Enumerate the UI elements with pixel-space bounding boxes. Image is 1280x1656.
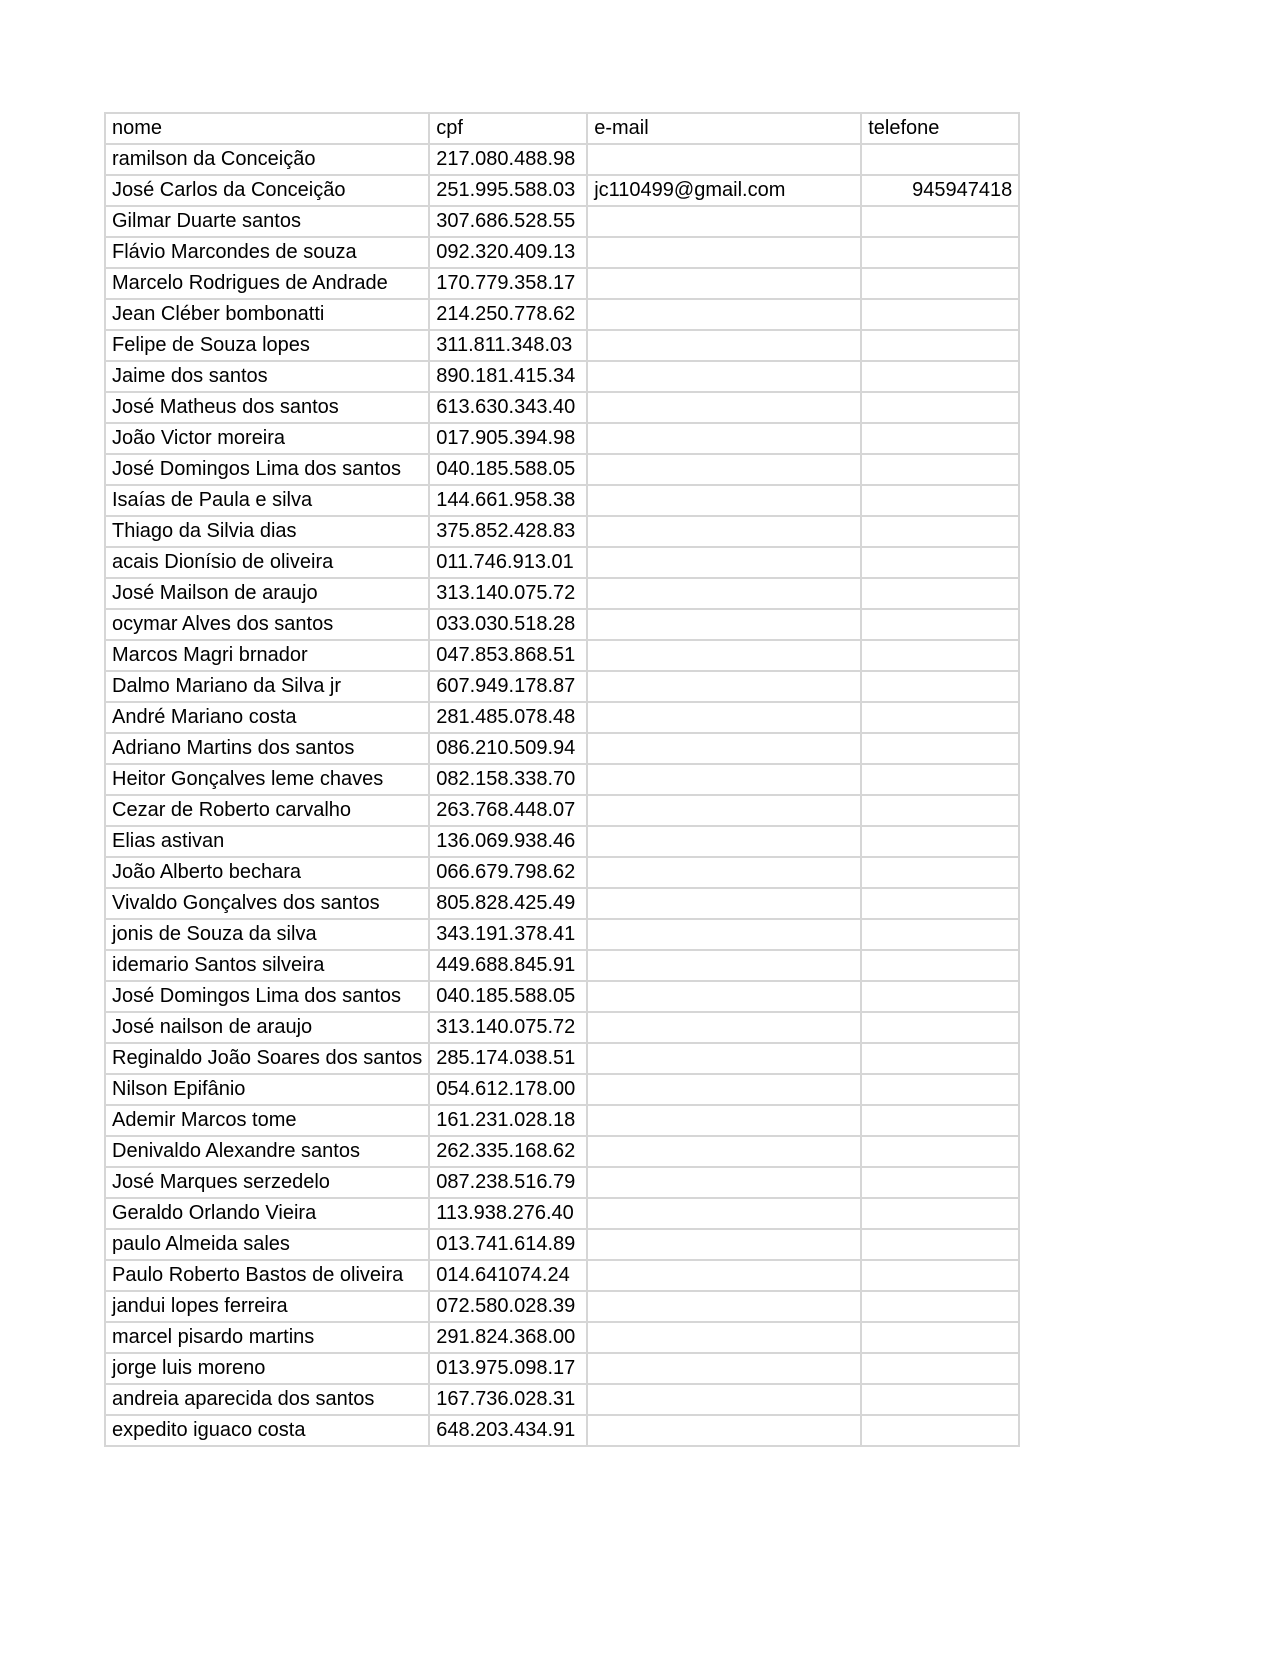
cell-email <box>587 609 861 640</box>
cell-email <box>587 888 861 919</box>
cell-nome: José Mailson de araujo <box>105 578 429 609</box>
cell-email <box>587 919 861 950</box>
table-row <box>105 578 1019 609</box>
cell-cpf: 033.030.518.28 <box>429 609 587 640</box>
table-row <box>105 950 1019 981</box>
cell-email <box>587 361 861 392</box>
table-row <box>105 1198 1019 1229</box>
cell-nome: Marcelo Rodrigues de Andrade <box>105 268 429 299</box>
table-row <box>105 1229 1019 1260</box>
cell-cpf: 281.485.078.48 <box>429 702 587 733</box>
table-row <box>105 1012 1019 1043</box>
cell-telefone <box>861 1322 1019 1353</box>
cell-telefone <box>861 144 1019 175</box>
table-row <box>105 1105 1019 1136</box>
table-row <box>105 888 1019 919</box>
table-row <box>105 423 1019 454</box>
cell-email <box>587 392 861 423</box>
cell-telefone <box>861 423 1019 454</box>
table-row <box>105 1167 1019 1198</box>
cell-telefone <box>861 1167 1019 1198</box>
cell-email <box>587 1322 861 1353</box>
cell-email <box>587 1198 861 1229</box>
cell-nome: Flávio Marcondes de souza <box>105 237 429 268</box>
cell-email <box>587 1012 861 1043</box>
cell-telefone <box>861 609 1019 640</box>
cell-cpf: 613.630.343.40 <box>429 392 587 423</box>
table-row <box>105 1043 1019 1074</box>
cell-cpf: 066.679.798.62 <box>429 857 587 888</box>
cell-telefone <box>861 299 1019 330</box>
cell-nome: Thiago da Silvia dias <box>105 516 429 547</box>
table-row <box>105 1260 1019 1291</box>
cell-email <box>587 1167 861 1198</box>
cell-email <box>587 237 861 268</box>
cell-telefone <box>861 795 1019 826</box>
cell-nome: José Domingos Lima dos santos <box>105 981 429 1012</box>
table-row <box>105 1322 1019 1353</box>
cell-nome: paulo Almeida sales <box>105 1229 429 1260</box>
table-row <box>105 826 1019 857</box>
table-row <box>105 361 1019 392</box>
cell-email <box>587 485 861 516</box>
cell-nome: Adriano Martins dos santos <box>105 733 429 764</box>
cell-cpf: 047.853.868.51 <box>429 640 587 671</box>
cell-email <box>587 578 861 609</box>
cell-telefone <box>861 1353 1019 1384</box>
cell-cpf: 170.779.358.17 <box>429 268 587 299</box>
cell-email <box>587 857 861 888</box>
cell-cpf: 343.191.378.41 <box>429 919 587 950</box>
table-row <box>105 640 1019 671</box>
header-nome: nome <box>105 113 429 144</box>
cell-email <box>587 144 861 175</box>
cell-cpf: 285.174.038.51 <box>429 1043 587 1074</box>
cell-email <box>587 299 861 330</box>
table-row <box>105 733 1019 764</box>
cell-cpf: 144.661.958.38 <box>429 485 587 516</box>
table-row <box>105 1074 1019 1105</box>
cell-email <box>587 1229 861 1260</box>
cell-email <box>587 547 861 578</box>
cell-nome: ocymar Alves dos santos <box>105 609 429 640</box>
cell-cpf: 136.069.938.46 <box>429 826 587 857</box>
cell-cpf: 311.811.348.03 <box>429 330 587 361</box>
cell-email <box>587 206 861 237</box>
table-row <box>105 206 1019 237</box>
cell-cpf: 890.181.415.34 <box>429 361 587 392</box>
cell-cpf: 017.905.394.98 <box>429 423 587 454</box>
cell-cpf: 313.140.075.72 <box>429 578 587 609</box>
cell-email <box>587 795 861 826</box>
cell-nome: Elias astivan <box>105 826 429 857</box>
cell-nome: Isaías de Paula e silva <box>105 485 429 516</box>
cell-email <box>587 950 861 981</box>
cell-nome: Paulo Roberto Bastos de oliveira <box>105 1260 429 1291</box>
cell-telefone <box>861 485 1019 516</box>
table-row <box>105 671 1019 702</box>
table-row <box>105 268 1019 299</box>
cell-telefone <box>861 1136 1019 1167</box>
cell-cpf: 217.080.488.98 <box>429 144 587 175</box>
cell-cpf: 014.641074.24 <box>429 1260 587 1291</box>
cell-telefone <box>861 671 1019 702</box>
cell-cpf: 013.975.098.17 <box>429 1353 587 1384</box>
cell-cpf: 262.335.168.62 <box>429 1136 587 1167</box>
cell-cpf: 013.741.614.89 <box>429 1229 587 1260</box>
cell-email <box>587 423 861 454</box>
cell-telefone <box>861 640 1019 671</box>
cell-nome: Nilson Epifânio <box>105 1074 429 1105</box>
cell-telefone <box>861 392 1019 423</box>
cell-telefone: 945947418 <box>861 175 1019 206</box>
cell-nome: Gilmar Duarte santos <box>105 206 429 237</box>
cell-nome: João Alberto bechara <box>105 857 429 888</box>
table-row <box>105 392 1019 423</box>
cell-telefone <box>861 826 1019 857</box>
cell-nome: Dalmo Mariano da Silva jr <box>105 671 429 702</box>
header-cpf: cpf <box>429 113 587 144</box>
cell-email <box>587 671 861 702</box>
cell-nome: João Victor moreira <box>105 423 429 454</box>
cell-telefone <box>861 733 1019 764</box>
cell-telefone <box>861 547 1019 578</box>
cell-nome: José Domingos Lima dos santos <box>105 454 429 485</box>
cell-telefone <box>861 1105 1019 1136</box>
cell-email <box>587 733 861 764</box>
table-row <box>105 857 1019 888</box>
table-row <box>105 299 1019 330</box>
cell-email <box>587 1415 861 1446</box>
cell-telefone <box>861 919 1019 950</box>
header-telefone: telefone <box>861 113 1019 144</box>
table-row <box>105 547 1019 578</box>
cell-cpf: 072.580.028.39 <box>429 1291 587 1322</box>
table-row <box>105 1384 1019 1415</box>
cell-email <box>587 1136 861 1167</box>
cell-telefone <box>861 981 1019 1012</box>
cell-cpf: 805.828.425.49 <box>429 888 587 919</box>
cell-email <box>587 268 861 299</box>
cell-telefone <box>861 1415 1019 1446</box>
cell-email <box>587 1105 861 1136</box>
table-row <box>105 1353 1019 1384</box>
cell-telefone <box>861 888 1019 919</box>
cell-nome: José Carlos da Conceição <box>105 175 429 206</box>
cell-cpf: 375.852.428.83 <box>429 516 587 547</box>
cell-email <box>587 454 861 485</box>
cell-telefone <box>861 361 1019 392</box>
cell-cpf: 092.320.409.13 <box>429 237 587 268</box>
cell-nome: expedito iguaco costa <box>105 1415 429 1446</box>
cell-cpf: 086.210.509.94 <box>429 733 587 764</box>
cell-nome: Denivaldo Alexandre santos <box>105 1136 429 1167</box>
table-row <box>105 454 1019 485</box>
table-row <box>105 516 1019 547</box>
cell-telefone <box>861 702 1019 733</box>
cell-telefone <box>861 1260 1019 1291</box>
contacts-table <box>104 112 1020 1447</box>
cell-nome: Felipe de Souza lopes <box>105 330 429 361</box>
cell-email <box>587 1291 861 1322</box>
cell-cpf: 040.185.588.05 <box>429 981 587 1012</box>
cell-email <box>587 764 861 795</box>
table-row <box>105 609 1019 640</box>
cell-email <box>587 981 861 1012</box>
cell-cpf: 161.231.028.18 <box>429 1105 587 1136</box>
cell-email <box>587 640 861 671</box>
cell-telefone <box>861 1074 1019 1105</box>
header-row <box>105 113 1019 144</box>
header-email: e-mail <box>587 113 861 144</box>
cell-email <box>587 826 861 857</box>
cell-cpf: 214.250.778.62 <box>429 299 587 330</box>
cell-email <box>587 516 861 547</box>
cell-nome: idemario Santos silveira <box>105 950 429 981</box>
cell-nome: jonis de Souza da silva <box>105 919 429 950</box>
cell-nome: Jaime dos santos <box>105 361 429 392</box>
cell-telefone <box>861 764 1019 795</box>
cell-nome: Vivaldo Gonçalves dos santos <box>105 888 429 919</box>
cell-nome: acais Dionísio de oliveira <box>105 547 429 578</box>
cell-telefone <box>861 1384 1019 1415</box>
cell-telefone <box>861 1198 1019 1229</box>
table-row <box>105 919 1019 950</box>
cell-nome: Geraldo Orlando Vieira <box>105 1198 429 1229</box>
cell-telefone <box>861 1043 1019 1074</box>
cell-cpf: 251.995.588.03 <box>429 175 587 206</box>
cell-cpf: 054.612.178.00 <box>429 1074 587 1105</box>
cell-nome: Heitor Gonçalves leme chaves <box>105 764 429 795</box>
cell-cpf: 313.140.075.72 <box>429 1012 587 1043</box>
cell-email <box>587 1043 861 1074</box>
cell-nome: andreia aparecida dos santos <box>105 1384 429 1415</box>
cell-telefone <box>861 330 1019 361</box>
cell-nome: Ademir Marcos tome <box>105 1105 429 1136</box>
cell-nome: Marcos Magri brnador <box>105 640 429 671</box>
cell-nome: André Mariano costa <box>105 702 429 733</box>
cell-nome: José nailson de araujo <box>105 1012 429 1043</box>
cell-nome: ramilson da Conceição <box>105 144 429 175</box>
cell-cpf: 607.949.178.87 <box>429 671 587 702</box>
table-row <box>105 702 1019 733</box>
cell-telefone <box>861 857 1019 888</box>
cell-email: jc110499@gmail.com <box>587 175 861 206</box>
cell-cpf: 113.938.276.40 <box>429 1198 587 1229</box>
cell-nome: jorge luis moreno <box>105 1353 429 1384</box>
cell-nome: Reginaldo João Soares dos santos <box>105 1043 429 1074</box>
cell-cpf: 263.768.448.07 <box>429 795 587 826</box>
cell-email <box>587 702 861 733</box>
cell-email <box>587 330 861 361</box>
cell-nome: jandui lopes ferreira <box>105 1291 429 1322</box>
cell-cpf: 040.185.588.05 <box>429 454 587 485</box>
cell-telefone <box>861 1291 1019 1322</box>
cell-telefone <box>861 516 1019 547</box>
cell-telefone <box>861 950 1019 981</box>
cell-nome: José Matheus dos santos <box>105 392 429 423</box>
cell-email <box>587 1260 861 1291</box>
table-row <box>105 1291 1019 1322</box>
cell-email <box>587 1074 861 1105</box>
cell-cpf: 291.824.368.00 <box>429 1322 587 1353</box>
table-row <box>105 1136 1019 1167</box>
table-row <box>105 485 1019 516</box>
cell-telefone <box>861 1012 1019 1043</box>
table-row <box>105 144 1019 175</box>
cell-telefone <box>861 578 1019 609</box>
table-row <box>105 795 1019 826</box>
table-row <box>105 764 1019 795</box>
cell-nome: José Marques serzedelo <box>105 1167 429 1198</box>
cell-nome: Cezar de Roberto carvalho <box>105 795 429 826</box>
cell-nome: marcel pisardo martins <box>105 1322 429 1353</box>
table-row <box>105 237 1019 268</box>
cell-cpf: 082.158.338.70 <box>429 764 587 795</box>
cell-cpf: 648.203.434.91 <box>429 1415 587 1446</box>
table-row <box>105 330 1019 361</box>
cell-email <box>587 1384 861 1415</box>
cell-cpf: 449.688.845.91 <box>429 950 587 981</box>
cell-telefone <box>861 237 1019 268</box>
table-row <box>105 981 1019 1012</box>
cell-cpf: 167.736.028.31 <box>429 1384 587 1415</box>
cell-telefone <box>861 1229 1019 1260</box>
cell-email <box>587 1353 861 1384</box>
cell-cpf: 011.746.913.01 <box>429 547 587 578</box>
table-row <box>105 1415 1019 1446</box>
cell-telefone <box>861 206 1019 237</box>
cell-cpf: 307.686.528.55 <box>429 206 587 237</box>
cell-telefone <box>861 268 1019 299</box>
table-row <box>105 175 1019 206</box>
cell-cpf: 087.238.516.79 <box>429 1167 587 1198</box>
cell-telefone <box>861 454 1019 485</box>
cell-nome: Jean Cléber bombonatti <box>105 299 429 330</box>
